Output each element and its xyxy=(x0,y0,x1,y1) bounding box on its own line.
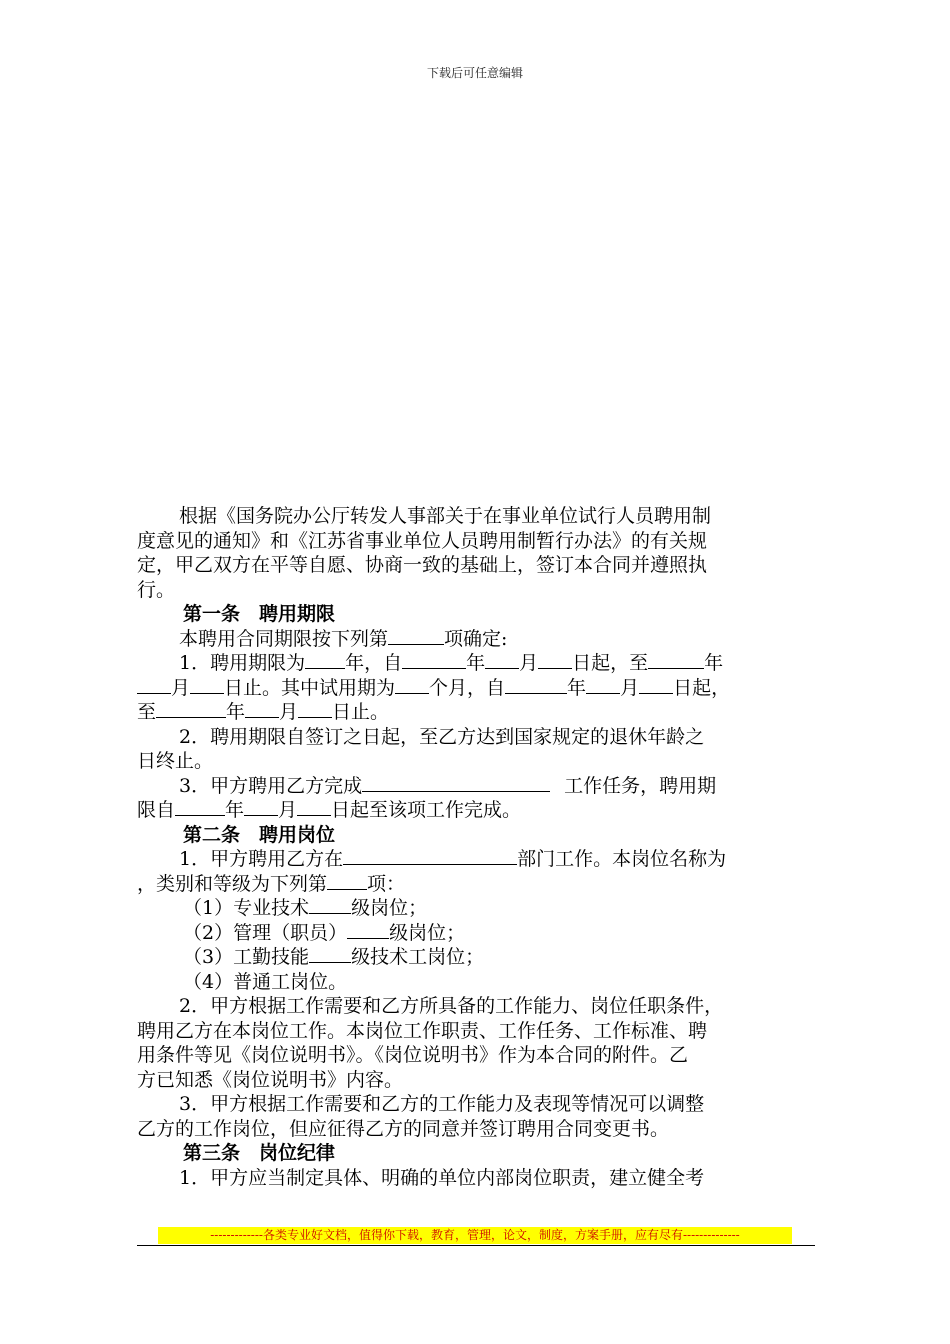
task-start-year-blank[interactable] xyxy=(175,798,225,816)
option-4: （4）普通工岗位。 xyxy=(183,970,348,993)
article-3-item-1-line-1: 1．甲方应当制定具体、明确的单位内部岗位职责，建立健全考 xyxy=(179,1166,705,1189)
department-blank[interactable] xyxy=(343,847,517,865)
skill-level-blank[interactable] xyxy=(309,945,351,963)
probation-start-month-blank[interactable] xyxy=(586,676,620,694)
article-2-item-2-line-4: 方已知悉《岗位说明书》内容。 xyxy=(137,1068,404,1091)
start-day-blank[interactable] xyxy=(538,651,572,669)
article-1-item-1-line-3: 至 年 月 日止。 xyxy=(137,701,390,723)
article-2-item-2-line-2: 聘用乙方在本岗位工作。本岗位工作职责、工作任务、工作标准、聘 xyxy=(137,1019,708,1042)
footer-divider xyxy=(137,1245,815,1246)
start-month-blank[interactable] xyxy=(485,651,519,669)
article-1-intro: 本聘用合同期限按下列第 项确定: xyxy=(179,627,508,650)
option-3: （3）工勤技能 级技术工岗位； xyxy=(183,946,485,968)
article-2-item-3-line-1: 3．甲方根据工作需要和乙方的工作能力及表现等情况可以调整 xyxy=(179,1093,705,1115)
management-level-blank[interactable] xyxy=(347,921,389,939)
end-month-blank[interactable] xyxy=(137,676,171,694)
probation-start-year-blank[interactable] xyxy=(505,676,567,694)
option-1: （1）专业技术 级岗位； xyxy=(183,897,428,919)
intro-line-1: 根据《国务院办公厅转发人事部关于在事业单位试行人员聘用制 xyxy=(179,505,712,527)
end-day-blank[interactable] xyxy=(190,676,224,694)
task-start-day-blank[interactable] xyxy=(297,798,331,816)
article-3-heading: 第三条 岗位纪律 xyxy=(183,1142,336,1164)
end-year-blank[interactable] xyxy=(648,651,704,669)
contract-body xyxy=(137,504,817,1190)
article-2-item-3-line-2: 乙方的工作岗位，但应征得乙方的同意并签订聘用合同变更书。 xyxy=(137,1117,670,1140)
probation-end-month-blank[interactable] xyxy=(245,700,279,718)
years-blank[interactable] xyxy=(305,651,345,669)
article-1-item-1-line-1: 1．聘用期限为 年，自 年 月 日起，至 年 xyxy=(179,652,724,674)
probation-start-day-blank[interactable] xyxy=(639,676,673,694)
task-start-month-blank[interactable] xyxy=(244,798,278,816)
intro-line-2: 度意见的通知》和《江苏省事业单位人员聘用制暂行办法》的有关规 xyxy=(137,529,708,552)
option-number-blank[interactable] xyxy=(388,627,444,645)
article-2-item-2-line-3: 用条件等见《岗位说明书》。《岗位说明书》作为本合同的附件。乙 xyxy=(137,1044,689,1066)
article-2-item-1-line-2: ，类别和等级为下列第 项： xyxy=(137,872,406,895)
article-2-heading: 第二条 聘用岗位 xyxy=(183,823,336,846)
article-1-item-3-line-2: 限自 年 月 日起至该项工作完成。 xyxy=(137,799,522,821)
article-1-item-2-line-1: 2．聘用期限自签订之日起，至乙方达到国家规定的退休年龄之 xyxy=(179,725,705,748)
intro-line-4: 行。 xyxy=(137,578,176,601)
probation-end-year-blank[interactable] xyxy=(156,700,226,718)
option-2: （2）管理（职员） 级岗位； xyxy=(183,921,466,944)
article-1-item-3-line-1: 3．甲方聘用乙方完成 工作任务，聘用期 xyxy=(179,774,717,797)
probation-end-day-blank[interactable] xyxy=(298,700,332,718)
article-2-item-2-line-1: 2．甲方根据工作需要和乙方所具备的工作能力、岗位任职条件， xyxy=(179,995,724,1017)
page-header: 下载后可任意编辑 xyxy=(426,66,523,80)
article-1-item-1-line-2: 月 日止。其中试用期为 个月，自 年 月 日起， xyxy=(137,676,817,701)
footer-banner: -------------各类专业好文档，值得你下载，教育，管理，论文，制度，方案手册，应有尽有-------------- xyxy=(158,1227,792,1244)
category-option-blank[interactable] xyxy=(327,872,367,890)
article-1-item-2-line-2: 日终止。 xyxy=(137,750,214,772)
probation-months-blank[interactable] xyxy=(395,676,429,694)
tech-level-blank[interactable] xyxy=(309,896,351,914)
start-year-blank[interactable] xyxy=(402,651,466,669)
article-1-heading: 第一条 聘用期限 xyxy=(183,603,336,625)
intro-line-3: 定，甲乙双方在平等自愿、协商一致的基础上，签订本合同并遵照执 xyxy=(137,554,708,576)
article-2-item-1-line-1: 1．甲方聘用乙方在 部门工作。本岗位名称为 xyxy=(179,848,727,870)
task-blank[interactable] xyxy=(362,774,550,792)
